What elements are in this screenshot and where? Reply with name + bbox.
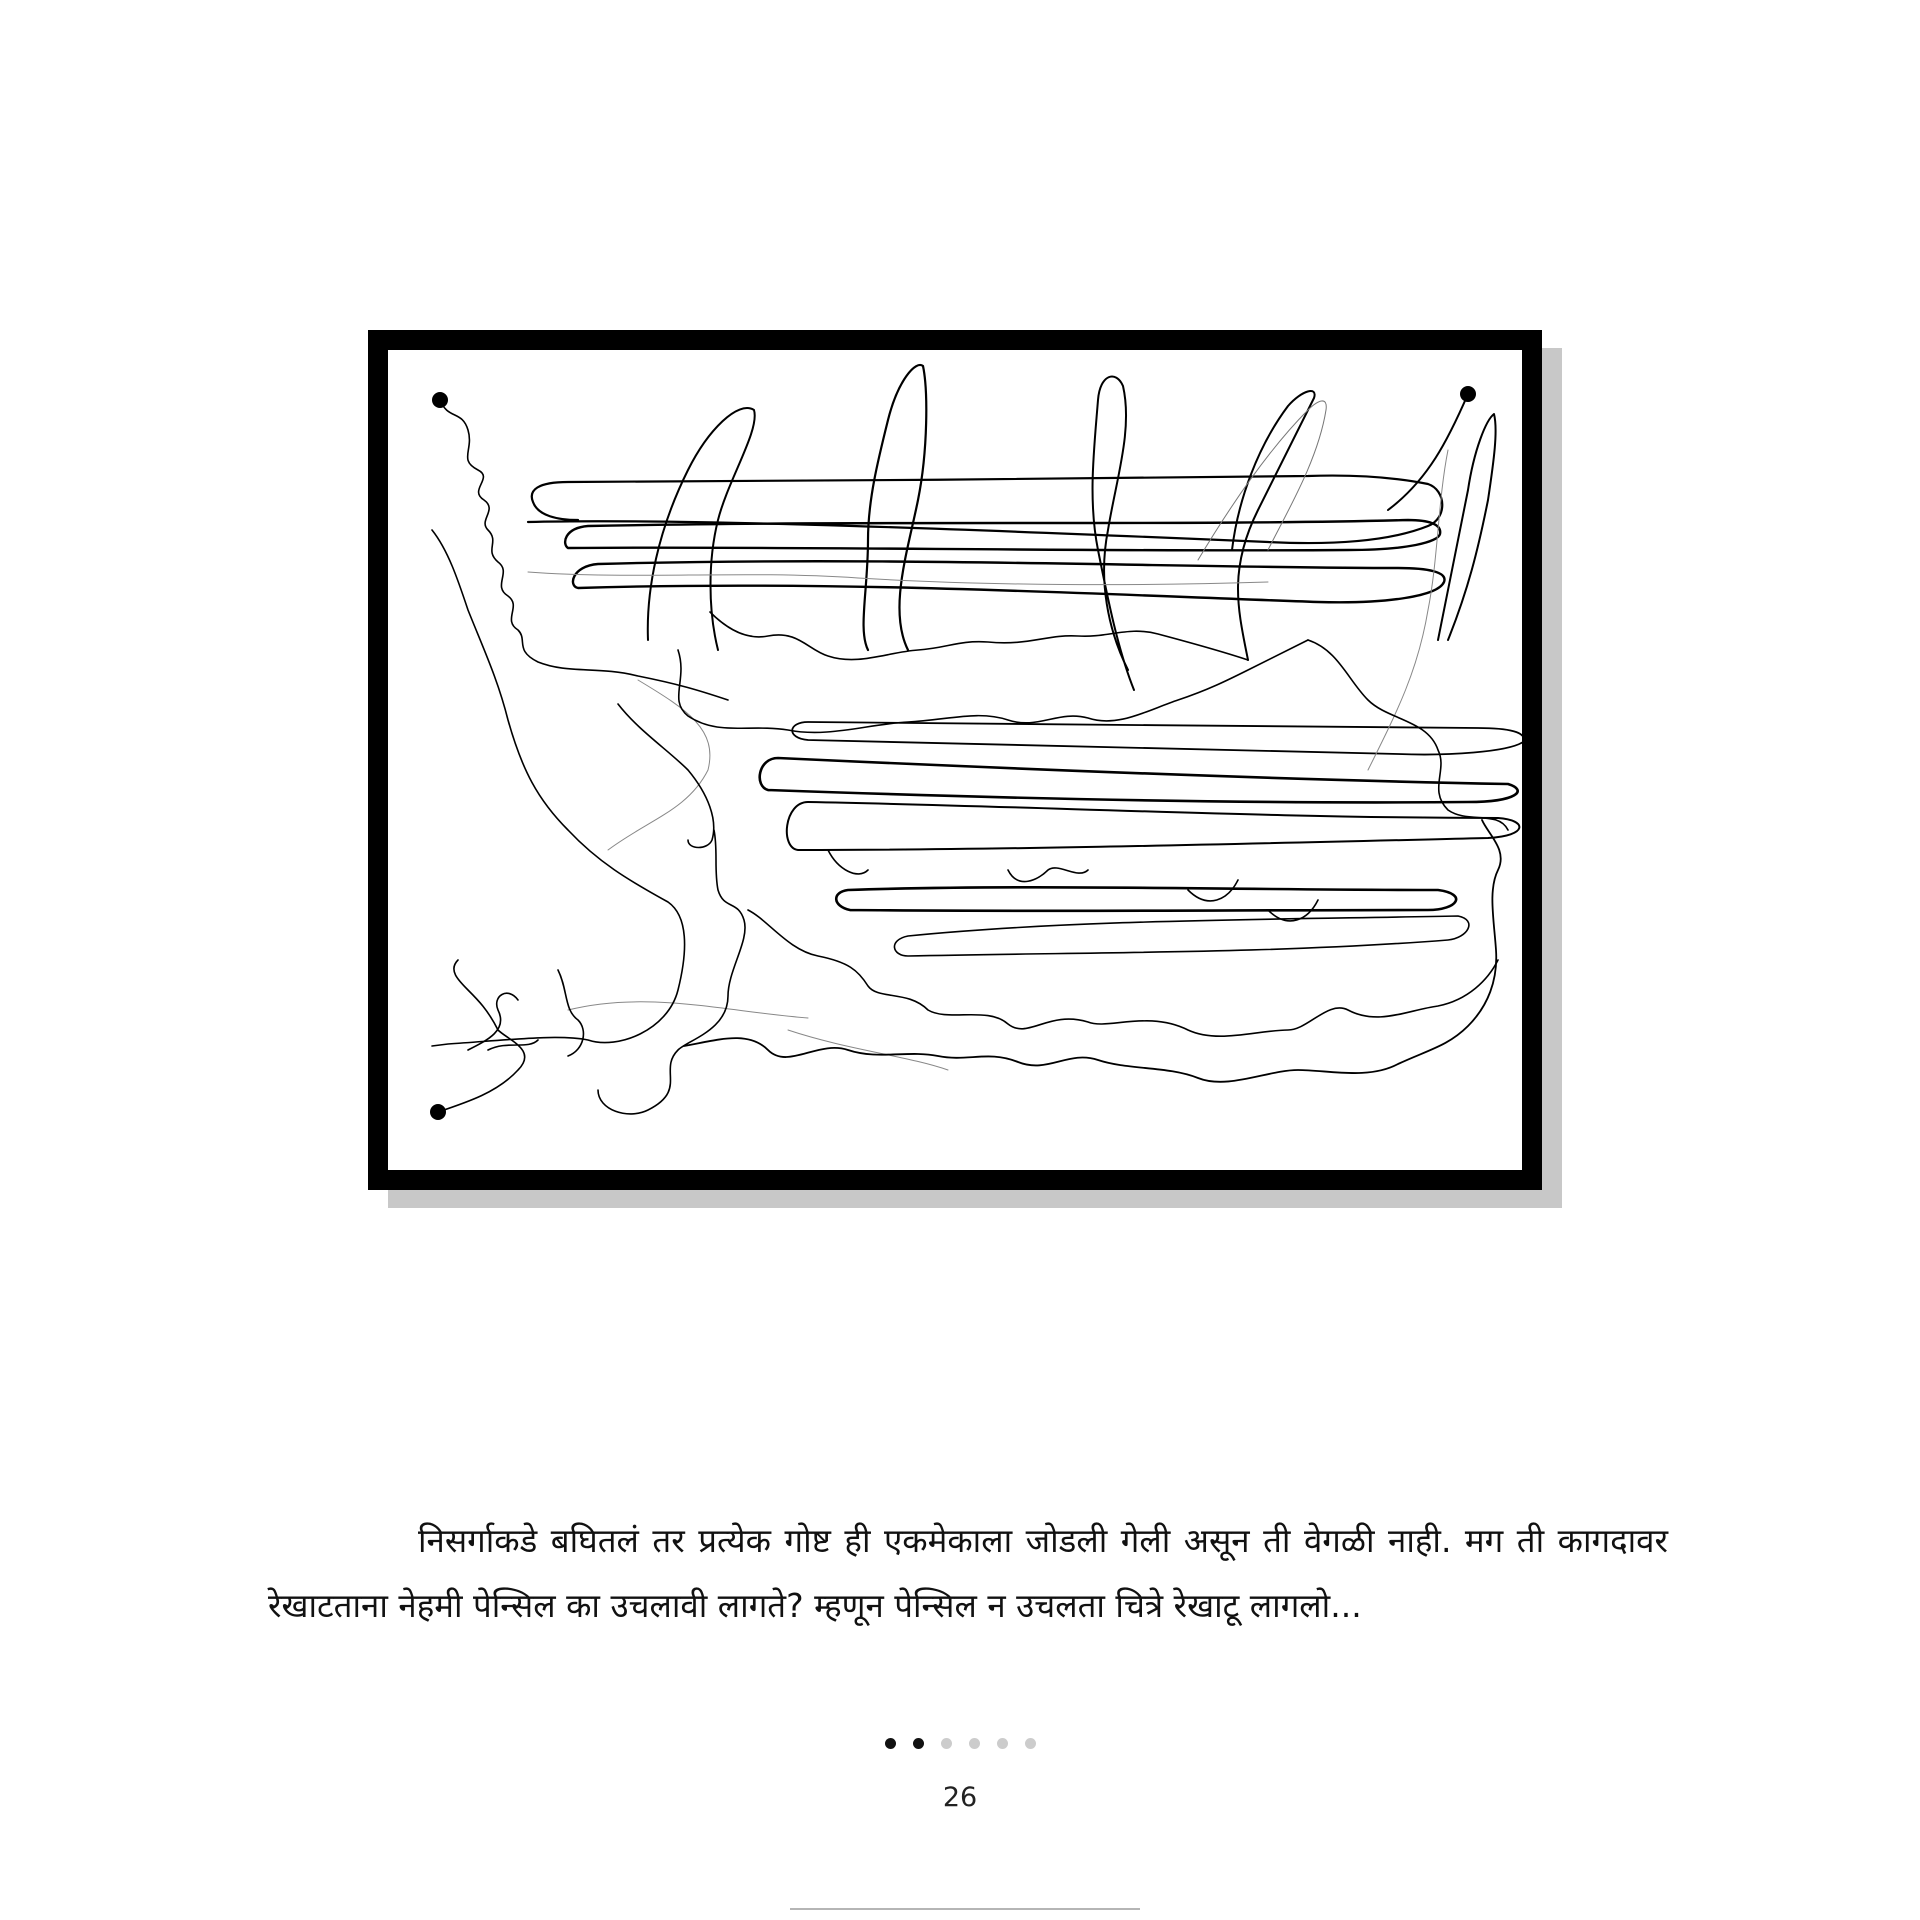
drawing-faint-line <box>1198 401 1326 560</box>
drawing-row-line <box>573 561 1445 602</box>
continuous-line-drawing <box>388 350 1522 1170</box>
page-dot-4 <box>969 1738 980 1749</box>
drawing-loop-line <box>1438 414 1496 640</box>
drawing-loop-line <box>1232 391 1315 660</box>
page-indicator <box>0 1738 1920 1749</box>
drawing-row-line <box>836 887 1456 911</box>
drawing-outline-line <box>432 530 685 1046</box>
page-dot-1 <box>885 1738 896 1749</box>
page-dot-2 <box>913 1738 924 1749</box>
drawing-row-line <box>894 916 1468 956</box>
drawing-outline-line <box>440 400 728 700</box>
page-dot-3 <box>941 1738 952 1749</box>
caption-paragraph: निसर्गाकडे बघितलं तर प्रत्येक गोष्ट ही एकमेकाला जोडली गेली असून ती वेगळी नाही. मग ती कागदावर रेखाटताना नेहमी पेन्सिल का उचलावी लागते? म्हणून पेन्सिल न उचलता चित्रे रेखाटू लागलो... <box>268 1521 1668 1625</box>
drawing-outline-line <box>468 970 583 1056</box>
drawing-row-line <box>565 520 1440 550</box>
drawing-row-line <box>760 758 1518 802</box>
drawing-loop-line <box>864 365 927 650</box>
drawing-outline-line <box>710 612 1248 660</box>
illustration-frame <box>368 330 1542 1190</box>
drawing-outline-line <box>748 910 1498 1036</box>
drawing-row-line <box>792 722 1522 755</box>
drawing-outline-line <box>684 820 1501 1082</box>
drawing-row-line <box>528 476 1442 543</box>
drawing-faint-line <box>568 1002 948 1070</box>
bottom-divider <box>790 1908 1140 1910</box>
page-number: 26 <box>942 1782 978 1813</box>
page-dot-5 <box>997 1738 1008 1749</box>
drawing-loop-line <box>1388 394 1468 510</box>
drawing-loop-line <box>648 408 755 650</box>
drawing-outline-line <box>678 640 1308 732</box>
drawing-outline-line <box>598 704 745 1114</box>
drawing-faint-line <box>608 680 710 850</box>
page-dot-6 <box>1025 1738 1036 1749</box>
drawing-loop-line <box>1093 377 1134 690</box>
drawing-faint-line <box>528 572 1268 585</box>
drawing-outline-line <box>438 960 538 1112</box>
drawing-row-line <box>787 802 1520 850</box>
